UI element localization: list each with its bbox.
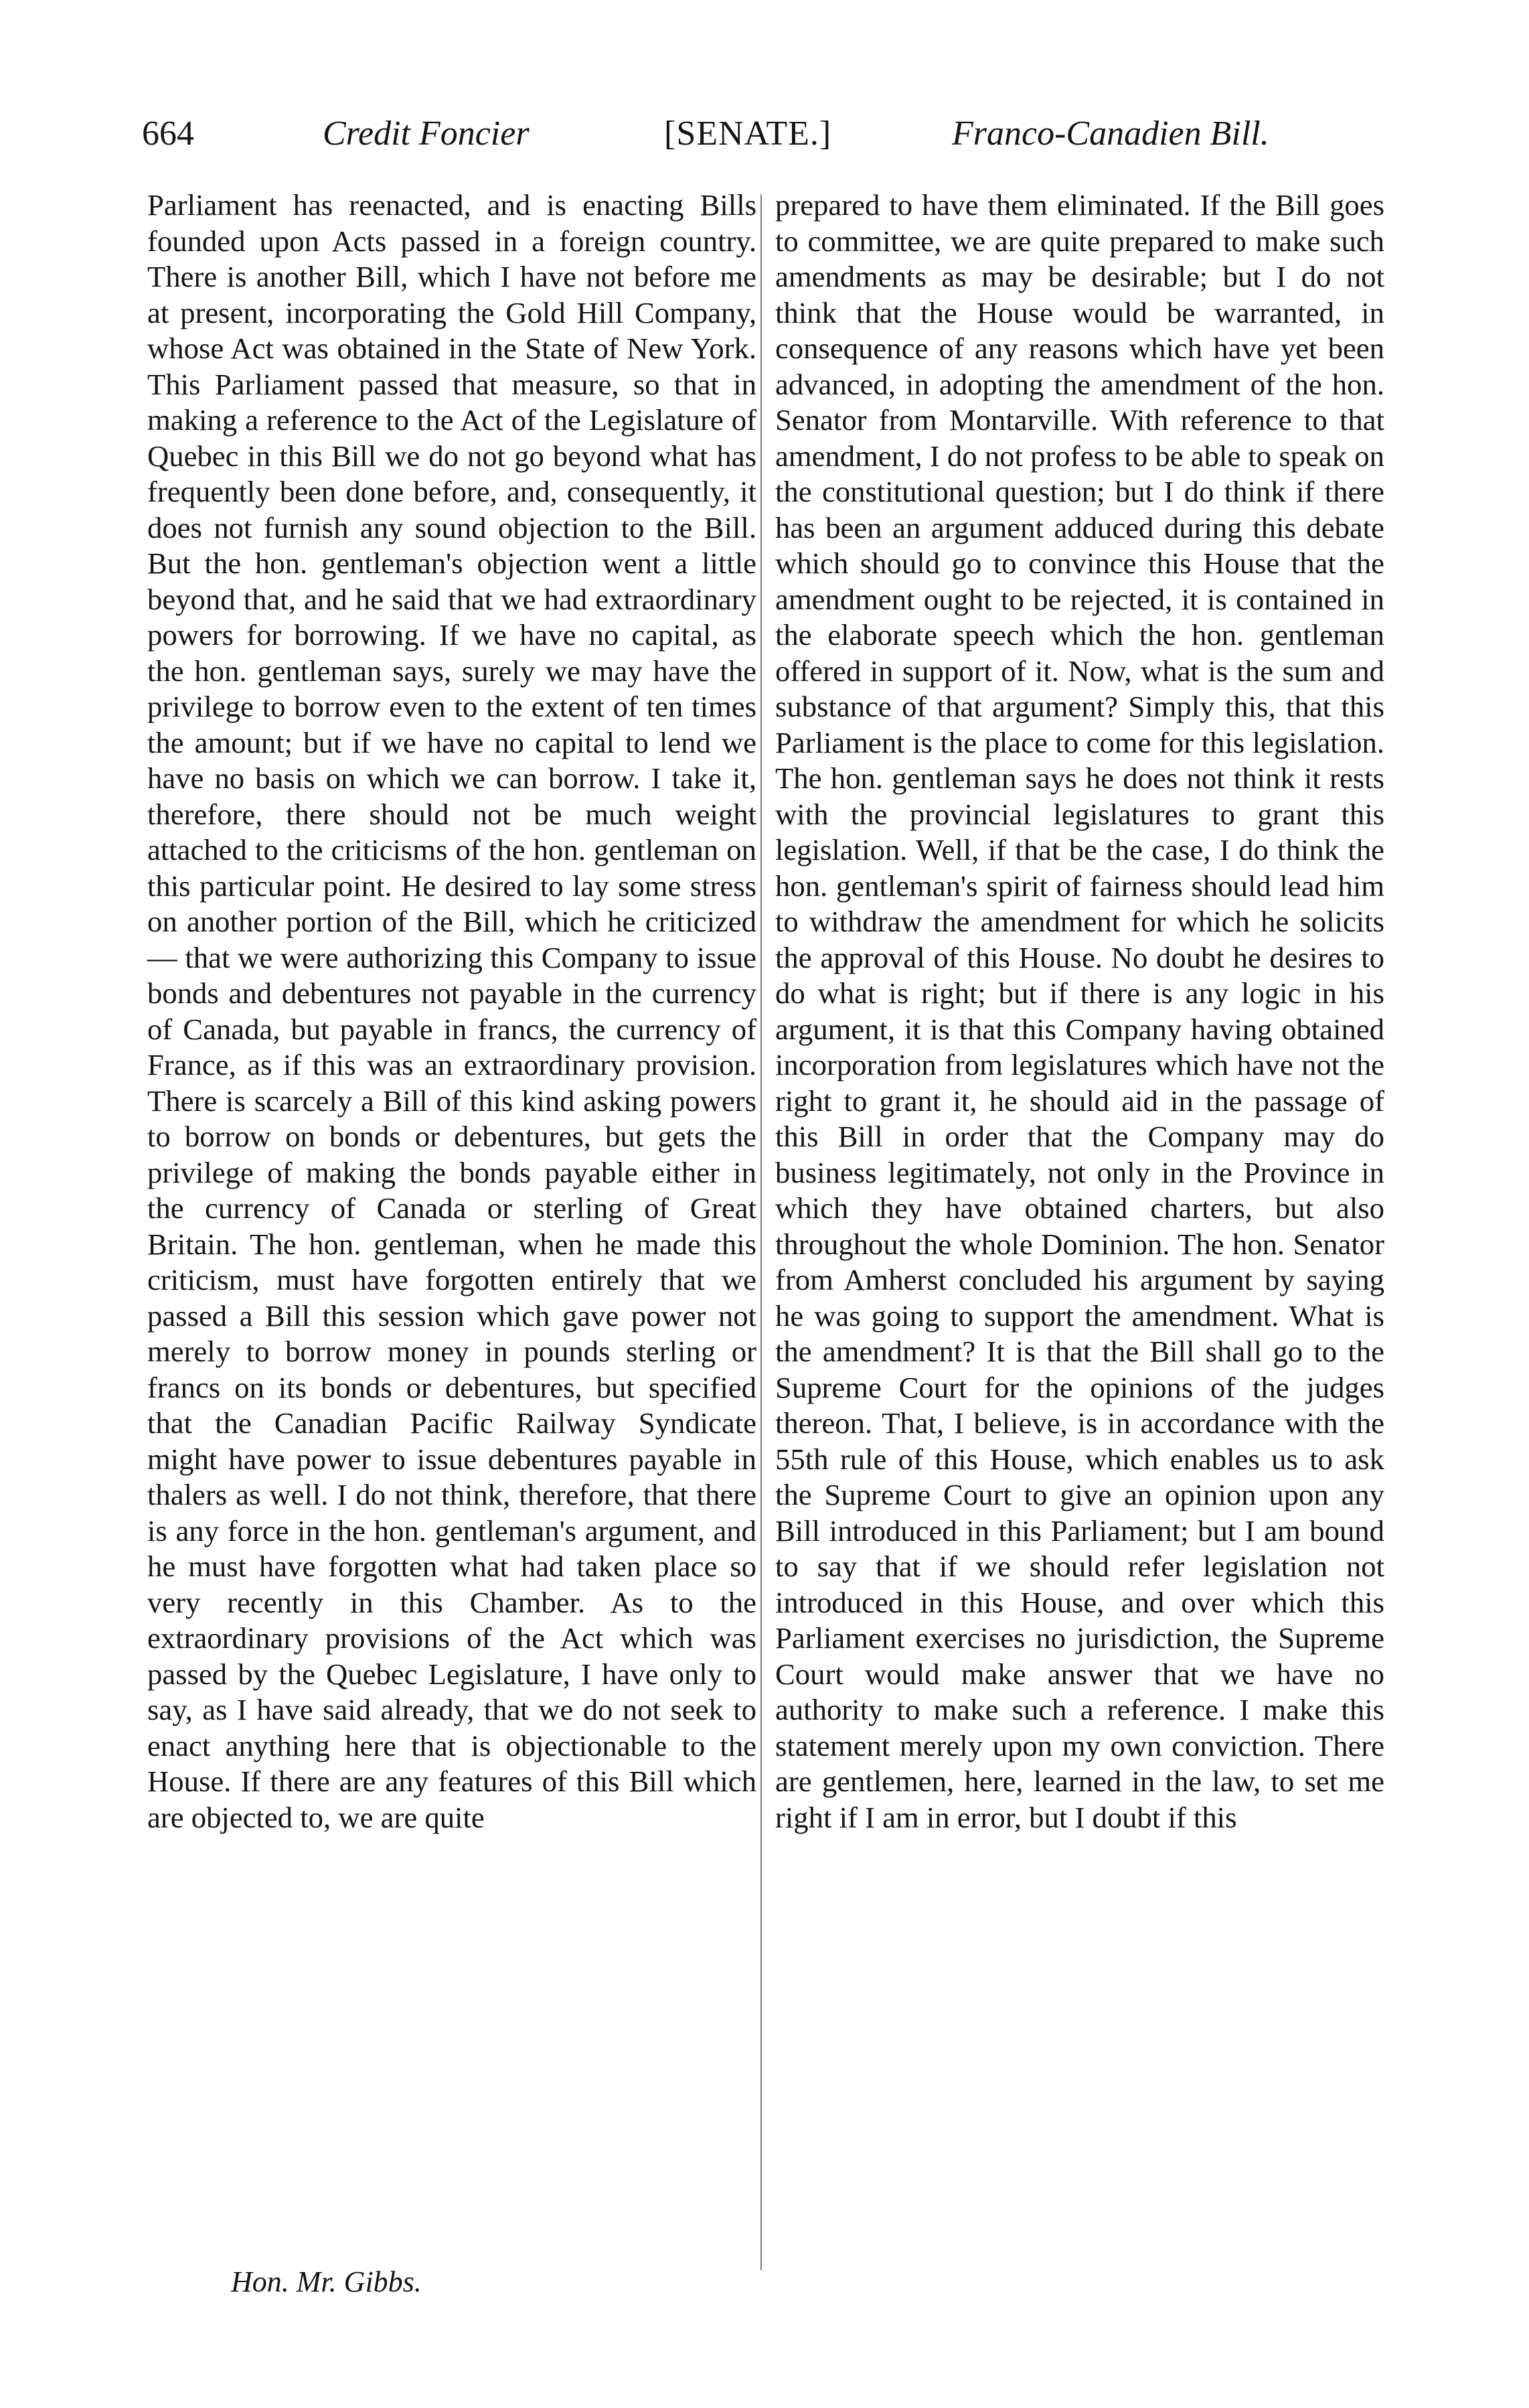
right-column-text: prepared to have them eliminated. If the Bill goes to committee, we are quite prepared to make such amendments as may be desirable; but I do not think that the House would be warranted, in consequence of any reasons which have yet been advanced, in adopting the amendment of the hon. Senator from Montarville. With reference to that amendment, I do not profess to be able to speak on the constitutional question; but I do think if there has been an argument adduced during this debate which should go to convince this House that the amendment ought to be rejected, it is contained in the elaborate speech which the hon. gentleman offered in support of it. Now, what is the sum and substance of that argument? Simply this, that this Parliament is the place to come for this legislation. The hon. gentleman says he does not think it rests with the provincial legislatures to grant this legislation. Well, if that be the case, I do think the hon. gentleman's spirit of fairness should lead him to withdraw the amendment for which he solicits the approval of this House. No doubt he desires to do what is right; but if there is any logic in his argument, it is that this Company having obtained incorporation from legislatures which have not the right to grant it, he should aid in the passage of this Bill in order that the Company may do business legitimately, not only in the Province in which they have obtained charters, but also throughout the whole Dominion. The hon. Senator from Amherst concluded his argument by saying he was going to support the amendment. What is the amendment? It is that the Bill shall go to the Supreme Court for the opinions of the judges thereon. That, I believe, is in accordance with the 55th rule of this House, which enables us to ask the Supreme Court to give an opinion upon any Bill introduced in this Parliament; but I am bound to say that if we should refer legislation not introduced in this House, and over which this Parliament exercises no jurisdiction, the Supreme Court would make answer that we have no authority to make such a reference. I make this statement merely upon my own conviction. There are gentlemen, here, learned in the law, to set me right if I am in error, but I doubt if this [775, 188, 1384, 1834]
speaker-footer: Hon. Mr. Gibbs. [231, 2265, 422, 2298]
page-number: 664 [142, 115, 194, 153]
running-title-center: [SENATE.] [664, 115, 832, 153]
running-title-right: Franco-Canadien Bill. [952, 115, 1269, 153]
running-title-left: Credit Foncier [323, 115, 530, 153]
page-header [142, 114, 1313, 174]
column-divider [760, 194, 762, 2270]
left-column-text: Parliament has reenacted, and is enacting Bills founded upon Acts passed in a foreign country. There is another Bill, which I have not before me at present, incorporating the Gold Hill Company, whose Act was obtained in the State of New York. This Parliament passed that measure, so that in making a reference to the Act of the Legislature of Quebec in this Bill we do not go beyond what has frequently been done before, and, consequently, it does not furnish any sound objection to the Bill. But the hon. gentleman's objection went a little beyond that, and he said that we had extraordinary powers for borrowing. If we have no capital, as the hon. gentleman says, surely we may have the privilege to borrow even to the extent of ten times the amount; but if we have no capital to lend we have no basis on which we can borrow. I take it, therefore, there should not be much weight attached to the criticisms of the hon. gentleman on this particular point. He desired to lay some stress on another portion of the Bill, which he criticized — that we were authorizing this Company to issue bonds and debentures not payable in the currency of Canada, but payable in francs, the currency of France, as if this was an extraordinary provision. There is scarcely a Bill of this kind asking powers to borrow on bonds or debentures, but gets the privilege of making the bonds payable either in the currency of Canada or sterling of Great Britain. The hon. gentleman, when he made this criticism, must have forgotten entirely that we passed a Bill this session which gave power not merely to borrow money in pounds sterling or francs on its bonds or debentures, but specified that the Canadian Pacific Railway Syndicate might have power to issue debentures payable in thalers as well. I do not think, therefore, that there is any force in the hon. gentleman's argument, and he must have forgotten what had taken place so very recently in this Chamber. As to the extraordinary provisions of the Act which was passed by the Quebec Legislature, I have only to say, as I have said already, that we do not seek to enact anything here that is objectionable to the House. If there are any features of this Bill which are objected to, we are quite [147, 188, 756, 1834]
